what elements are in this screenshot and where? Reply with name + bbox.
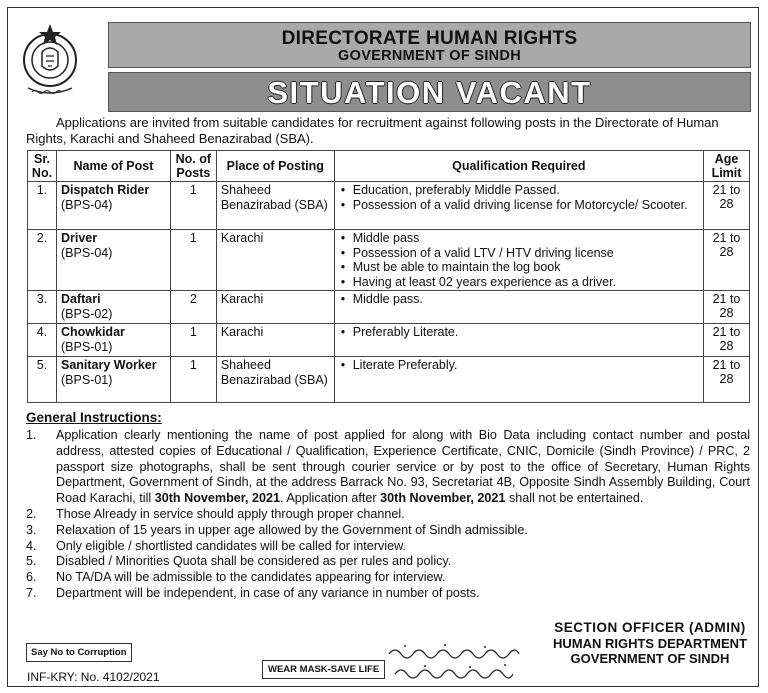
- table-header-row: [28, 151, 750, 182]
- cell-sr: 3.: [28, 291, 57, 324]
- col-name: Name of Post: [56, 151, 170, 182]
- cell-place: Shaheed Benazirabad (SBA): [216, 357, 334, 403]
- table-row: [28, 324, 750, 357]
- cell-post: [56, 357, 170, 403]
- col-posts: No. of Posts: [170, 151, 216, 182]
- corruption-badge: Say No to Corruption: [26, 643, 132, 662]
- department-name: HUMAN RIGHTS DEPARTMENT: [552, 635, 748, 651]
- post-name: Driver: [60, 231, 98, 245]
- cell-posts: 1: [170, 182, 216, 230]
- table-row: [28, 230, 750, 291]
- instruction-text-body: Application clearly mentioning the name of post applied for along with Bio Data including contact number and postal address, attested copies of Educational / Qualification, Experience Certificate, CNIC, Domicile (Sindh Province) / PRC, 2 passport size photographs, shall be sent through courier service or by post to the office of Secretary, Human Rights Department, Government of Sindh, at the address Barrack No. 93, Secretariat 4B, Opposite Sindh Assembly Building, Court Road Karachi, till: [56, 428, 750, 506]
- instruction-text: Disabled / Minorities Quota shall be considered as per rules and policy.: [56, 554, 452, 569]
- qualification-item: • Education, preferably Middle Passed.: [353, 183, 699, 198]
- cell-sr: 5.: [28, 357, 57, 403]
- header-band: [108, 22, 751, 68]
- post-bps: (BPS-02): [60, 307, 113, 321]
- instruction-text-end: shall not be entertained.: [505, 491, 644, 506]
- cell-post: [56, 230, 170, 291]
- instruction-text: Only eligible / shortlisted candidates will be called for interview.: [56, 538, 406, 553]
- post-bps: (BPS-04): [60, 198, 113, 212]
- page-title: SITUATION VACANT: [267, 75, 592, 110]
- instruction-text: [56, 428, 750, 507]
- instruction-number: 1.: [26, 428, 37, 442]
- section-officer: SECTION OFFICER (ADMIN): [554, 620, 746, 635]
- instruction-item: [26, 428, 750, 507]
- table-row: [28, 291, 750, 324]
- instruction-text: Those Already in service should apply through proper channel.: [56, 506, 405, 521]
- instruction-item: [26, 570, 750, 586]
- col-place: Place of Posting: [216, 151, 334, 182]
- cell-place: Karachi: [216, 230, 334, 291]
- deadline-date: 30th November, 2021: [154, 491, 281, 506]
- cell-place: Shaheed Benazirabad (SBA): [216, 182, 334, 230]
- post-name: Daftari: [60, 292, 101, 306]
- cell-age: 21 to 28: [703, 230, 749, 291]
- instruction-item: [26, 523, 750, 539]
- qualification-item: • Possession of a valid LTV / HTV driving license: [353, 246, 699, 261]
- cell-sr: 2.: [28, 230, 57, 291]
- post-bps: (BPS-01): [60, 373, 113, 387]
- posts-table: [27, 150, 750, 403]
- cell-qual: [334, 182, 703, 230]
- cell-age: 21 to 28: [703, 291, 749, 324]
- cell-age: 21 to 28: [703, 357, 749, 403]
- col-qual: Qualification Required: [334, 151, 703, 182]
- cell-sr: 4.: [28, 324, 57, 357]
- cell-posts: 1: [170, 357, 216, 403]
- intro-text: Applications are invited from suitable candidates for recruitment against following posts in the Directorate of Human Rights, Karachi and Shaheed Benazirabad (SBA).: [26, 115, 719, 146]
- instruction-text: Relaxation of 15 years in upper age allowed by the Government of Sindh admissible.: [56, 522, 528, 537]
- instruction-text-mid: . Application after: [280, 491, 381, 506]
- instruction-item: [26, 554, 750, 570]
- cell-posts: 1: [170, 324, 216, 357]
- col-sr: Sr. No.: [28, 151, 57, 182]
- cell-qual: [334, 291, 703, 324]
- cell-sr: 1.: [28, 182, 57, 230]
- qualification-item: • Preferably Literate.: [353, 325, 699, 340]
- instruction-number: 6.: [26, 570, 37, 585]
- qualification-item: • Having at least 02 years experience as a driver.: [353, 275, 699, 290]
- qualification-item: • Middle pass.: [353, 292, 699, 307]
- instruction-item: [26, 586, 750, 602]
- urdu-slogan-icon: [385, 640, 525, 686]
- post-bps: (BPS-04): [60, 246, 113, 260]
- post-name: Chowkidar: [60, 325, 125, 339]
- cell-qual: [334, 357, 703, 403]
- cell-post: [56, 324, 170, 357]
- instruction-text: No TA/DA will be admissible to the candidates appearing for interview.: [56, 570, 446, 585]
- deadline-date: 30th November, 2021: [380, 491, 506, 506]
- table-row: [28, 357, 750, 403]
- instruction-text: Department will be independent, in case of any variance in number of posts.: [56, 585, 480, 600]
- title-band: [108, 72, 751, 112]
- instruction-item: [26, 507, 750, 523]
- post-name: Dispatch Rider: [60, 183, 150, 197]
- col-age: Age Limit: [703, 151, 749, 182]
- mask-badge: WEAR MASK-SAVE LIFE: [262, 660, 385, 679]
- header-government: GOVERNMENT OF SINDH: [338, 48, 521, 64]
- qualification-item: • Must be able to maintain the log book: [353, 260, 699, 275]
- government-name: GOVERNMENT OF SINDH: [570, 651, 730, 666]
- qualification-item: • Middle pass: [353, 231, 699, 246]
- cell-qual: [334, 230, 703, 291]
- header-directorate: DIRECTORATE HUMAN RIGHTS: [281, 28, 578, 49]
- sindh-government-seal-icon: [20, 22, 80, 102]
- cell-posts: 1: [170, 230, 216, 291]
- cell-post: [56, 182, 170, 230]
- instruction-number: 3.: [26, 522, 37, 537]
- cell-age: 21 to 28: [703, 182, 749, 230]
- qualification-item: • Possession of a valid driving license for Motorcycle/ Scooter.: [353, 198, 699, 213]
- cell-age: 21 to 28: [703, 324, 749, 357]
- instructions-list: [26, 428, 750, 602]
- cell-post: [56, 291, 170, 324]
- cell-place: Karachi: [216, 324, 334, 357]
- cell-qual: [334, 324, 703, 357]
- reference-number: INF-KRY: No. 4102/2021: [27, 670, 160, 684]
- instruction-number: 4.: [26, 538, 37, 553]
- table-row: [28, 182, 750, 230]
- instruction-number: 2.: [26, 506, 37, 521]
- instruction-number: 5.: [26, 554, 37, 569]
- post-name: Sanitary Worker: [60, 358, 157, 372]
- signature-block: [545, 620, 755, 667]
- qualification-item: • Literate Preferably.: [353, 358, 699, 373]
- instruction-number: 7.: [26, 585, 37, 600]
- post-bps: (BPS-01): [60, 340, 113, 354]
- instructions-title: General Instructions:: [26, 410, 162, 425]
- instruction-item: [26, 539, 750, 555]
- cell-place: Karachi: [216, 291, 334, 324]
- cell-posts: 2: [170, 291, 216, 324]
